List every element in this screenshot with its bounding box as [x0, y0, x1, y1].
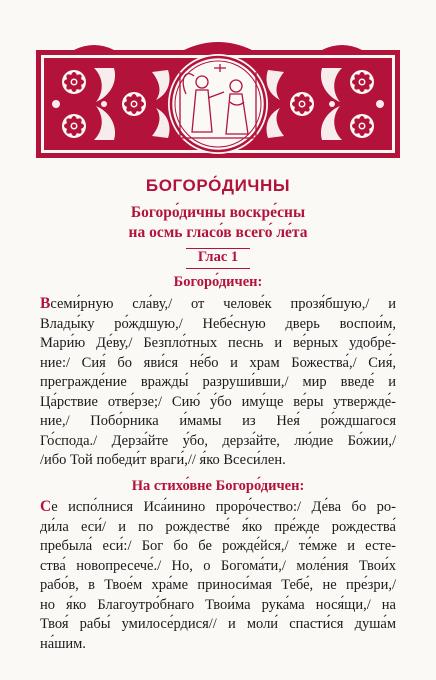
text-line: Всеми́рную сла́ву,/ от челове́к прозя́бшую,/ и — [40, 295, 396, 312]
page-title: БОГОРО́ДИЧНЫ — [145, 176, 291, 195]
text-line: Влады́ку ро́ждшую,/ Небе́сную дверь воспои́м, — [40, 315, 396, 332]
text-line: ства́ новопресече́./ Но, о Богома́ти,/ моле́ния Твои́х — [40, 557, 396, 574]
text-line: ди́ла еси́/ и по рождестве́ я́ко пре́жде рождества́ — [40, 518, 396, 535]
text-line: рабо́в, в Твое́м хра́ме приноси́мая Тебе́, не пре́зри,/ — [40, 577, 396, 593]
text-line: Се испо́лнися Иса́инино проро́чество:/ Де́ва бо ро- — [40, 498, 396, 515]
text-line: но я́ко Благоутро́бнаго Твои́ма рука́ма нося́щи,/ на — [40, 596, 396, 613]
divider — [186, 268, 250, 269]
text-line: ние:/ Сия́ бо яви́ся не́бо и храм Божества́,/ Сия́, — [40, 354, 396, 371]
section-heading: На стихо́вне Богоро́дичен: — [131, 478, 305, 494]
subtitle — [0, 203, 436, 243]
text-line: /ибо Той победи́т враги́,// я́ко Всеси́лен. — [40, 452, 286, 468]
text-line: прегражде́ние вражды́ разруши́вши,/ мир введе́ и — [40, 374, 396, 390]
hymn-text — [40, 294, 396, 471]
text-line: Твоя́ рабы́ умилосе́рдися// и моли́ спасти́ся душа́м — [40, 616, 396, 632]
text-line: пребыла́ еси́:/ Бог бо бе рожде́йся,/ те́мже и есте- — [40, 538, 396, 554]
text-line: Ца́рствие отве́рзе;/ Сию́ у́бо иму́ще ве́ры утвержде́- — [40, 393, 396, 410]
tone-heading: Глас 1 — [197, 249, 239, 265]
ornamental-headpiece — [34, 42, 402, 160]
text-line: Го́спода./ Дерза́йте у́бо, дерза́йте, лю́дие Бо́жии,/ — [40, 432, 396, 449]
subtitle-line: на осмь гласо́в всего́ ле́та — [128, 224, 308, 241]
subtitle-line: Богоро́дичны воскре́сны — [130, 204, 306, 221]
text-line: на́шим. — [40, 635, 86, 652]
text-line: Мари́ю Де́ву,/ Безпло́тных песнь и ве́рных удобре́- — [40, 335, 396, 351]
drop-initial: С — [40, 498, 52, 515]
text-line: ние,/ Побо́рника и́мамы из Нея́ ро́ждшагося — [40, 413, 396, 429]
hymn-text — [40, 497, 396, 654]
section-heading: Богоро́дичен: — [173, 274, 263, 290]
drop-initial: В — [40, 295, 51, 312]
